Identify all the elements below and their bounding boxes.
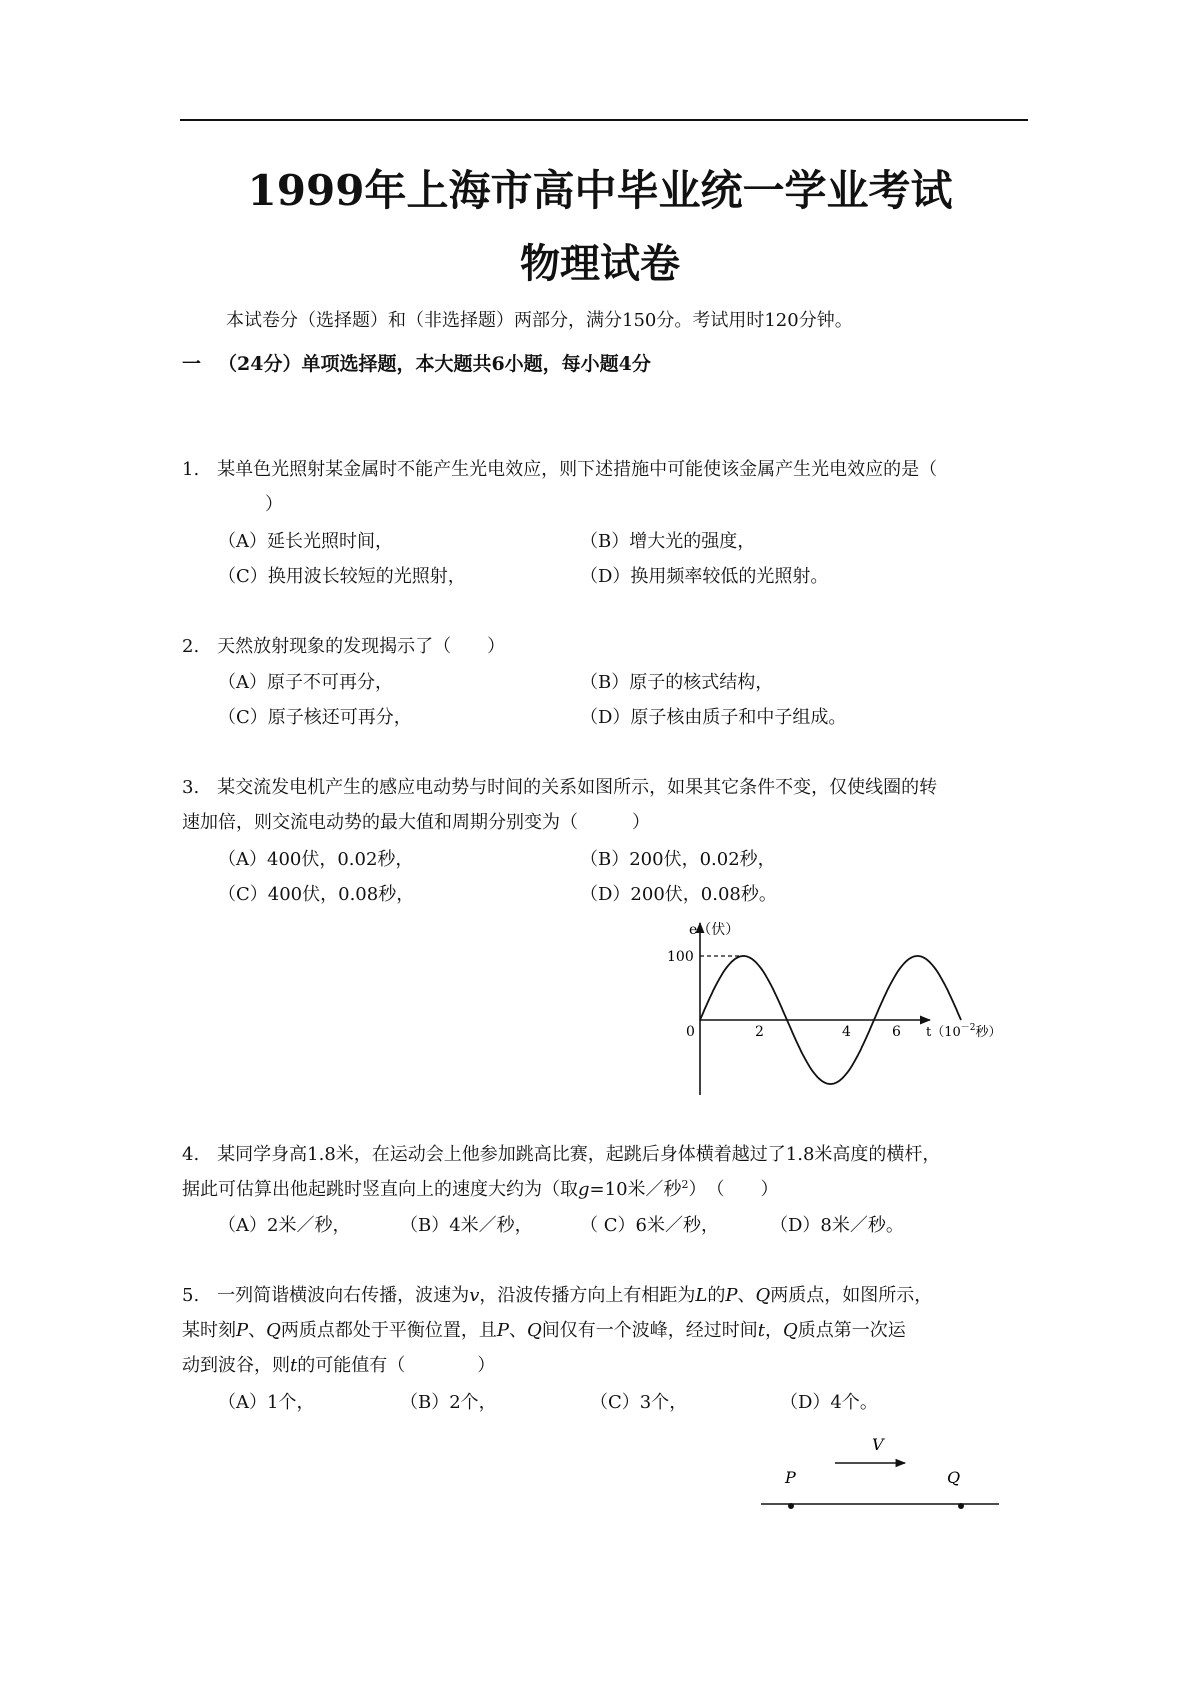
intro-text: 本试卷分（选择题）和（非选择题）两部分，满分150分。考试用时120分钟。: [226, 310, 853, 331]
section-description: （24分）单项选择题，本大题共6小题，每小题4分: [218, 353, 651, 375]
velocity-label: V: [872, 1435, 884, 1454]
q4-option-d: （D）8米／秒。: [770, 1215, 904, 1236]
exam-subtitle: 物理试卷: [520, 240, 680, 287]
q1-option-c: （C）换用波长较短的光照射，: [218, 566, 466, 587]
q1-option-b: （B）增大光的强度，: [580, 531, 756, 552]
q3-stem-line1: 3. 某交流发电机产生的感应电动势与时间的关系如图所示，如果其它条件不变，仅使线圈的转: [182, 777, 938, 798]
q5-stem-line3: 动到波谷，则t的可能值有（ ）: [182, 1355, 496, 1376]
q5-stem-line1: 5. 一列简谐横波向右传播，波速为v，沿波传播方向上有相距为L的P、Q两质点，如图所示，: [182, 1285, 933, 1306]
emf-time-graph: [640, 910, 1040, 1100]
q4-stem-line2: 据此可估算出他起跳时竖直向上的速度大约为（取g=10米／秒$^2$） （ ）: [182, 1178, 779, 1200]
q1-stem-line1: 1. 某单色光照射某金属时不能产生光电效应，则下述措施中可能使该金属产生光电效应的是（: [182, 459, 938, 480]
point-p-label: P: [785, 1468, 796, 1487]
graph-x-tick-6: 6: [892, 1024, 901, 1040]
q2-option-b: （B）原子的核式结构，: [580, 672, 774, 693]
q1-stem-line2: ）: [265, 494, 283, 515]
header-rule: [180, 119, 1028, 121]
graph-origin-label: 0: [686, 1024, 695, 1040]
q4-option-a: （A）2米／秒，: [218, 1215, 351, 1236]
q4-option-b: （B）4米／秒，: [400, 1215, 533, 1236]
q2-stem: 2. 天然放射现象的发现揭示了（ ）: [182, 636, 506, 657]
q5-option-a: （A）1个，: [218, 1392, 315, 1413]
q1-option-a: （A）延长光照时间，: [218, 531, 393, 552]
graph-y-label: e（伏）: [689, 922, 740, 938]
q3-option-b: （B）200伏，0.02秒，: [580, 849, 776, 870]
graph-y-tick-100: 100: [667, 949, 694, 965]
q2-option-d: （D）原子核由质子和中子组成。: [580, 707, 847, 728]
exam-title: 1999年上海市高中毕业统一学业考试: [247, 166, 953, 215]
q2-option-c: （C）原子核还可再分，: [218, 707, 412, 728]
q3-option-d: （D）200伏，0.08秒。: [580, 884, 777, 905]
point-q-label: Q: [947, 1468, 961, 1487]
q4-option-c: （ C）6米／秒，: [580, 1215, 719, 1236]
q3-option-a: （A）400伏，0.02秒，: [218, 849, 414, 870]
section-mark: 一: [182, 353, 202, 375]
q1-option-d: （D）换用频率较低的光照射。: [580, 566, 829, 587]
q5-option-b: （B）2个，: [400, 1392, 497, 1413]
q3-stem-line2: 速加倍，则交流电动势的最大值和周期分别变为（ ）: [182, 812, 650, 833]
graph-x-tick-4: 4: [842, 1024, 851, 1040]
q5-option-c: （C）3个，: [590, 1392, 688, 1413]
graph-x-tick-2: 2: [755, 1024, 764, 1040]
graph-x-label: $t(10^{-2}$秒）: [926, 1023, 1002, 1040]
wave-pq-figure: [755, 1430, 1015, 1520]
q2-option-a: （A）原子不可再分，: [218, 672, 393, 693]
point-p-dot: [788, 1503, 794, 1509]
q4-stem-line1: 4. 某同学身高1.8米，在运动会上他参加跳高比赛，起跳后身体横着越过了1.8米高度的横杆，: [182, 1144, 941, 1165]
q3-option-c: （C）400伏，0.08秒，: [218, 884, 415, 905]
q5-stem-line2: 某时刻P、Q两质点都处于平衡位置，且P、Q间仅有一个波峰，经过时间t，Q质点第一次运: [182, 1320, 906, 1341]
q5-option-d: （D）4个。: [780, 1392, 878, 1413]
point-q-dot: [958, 1503, 964, 1509]
